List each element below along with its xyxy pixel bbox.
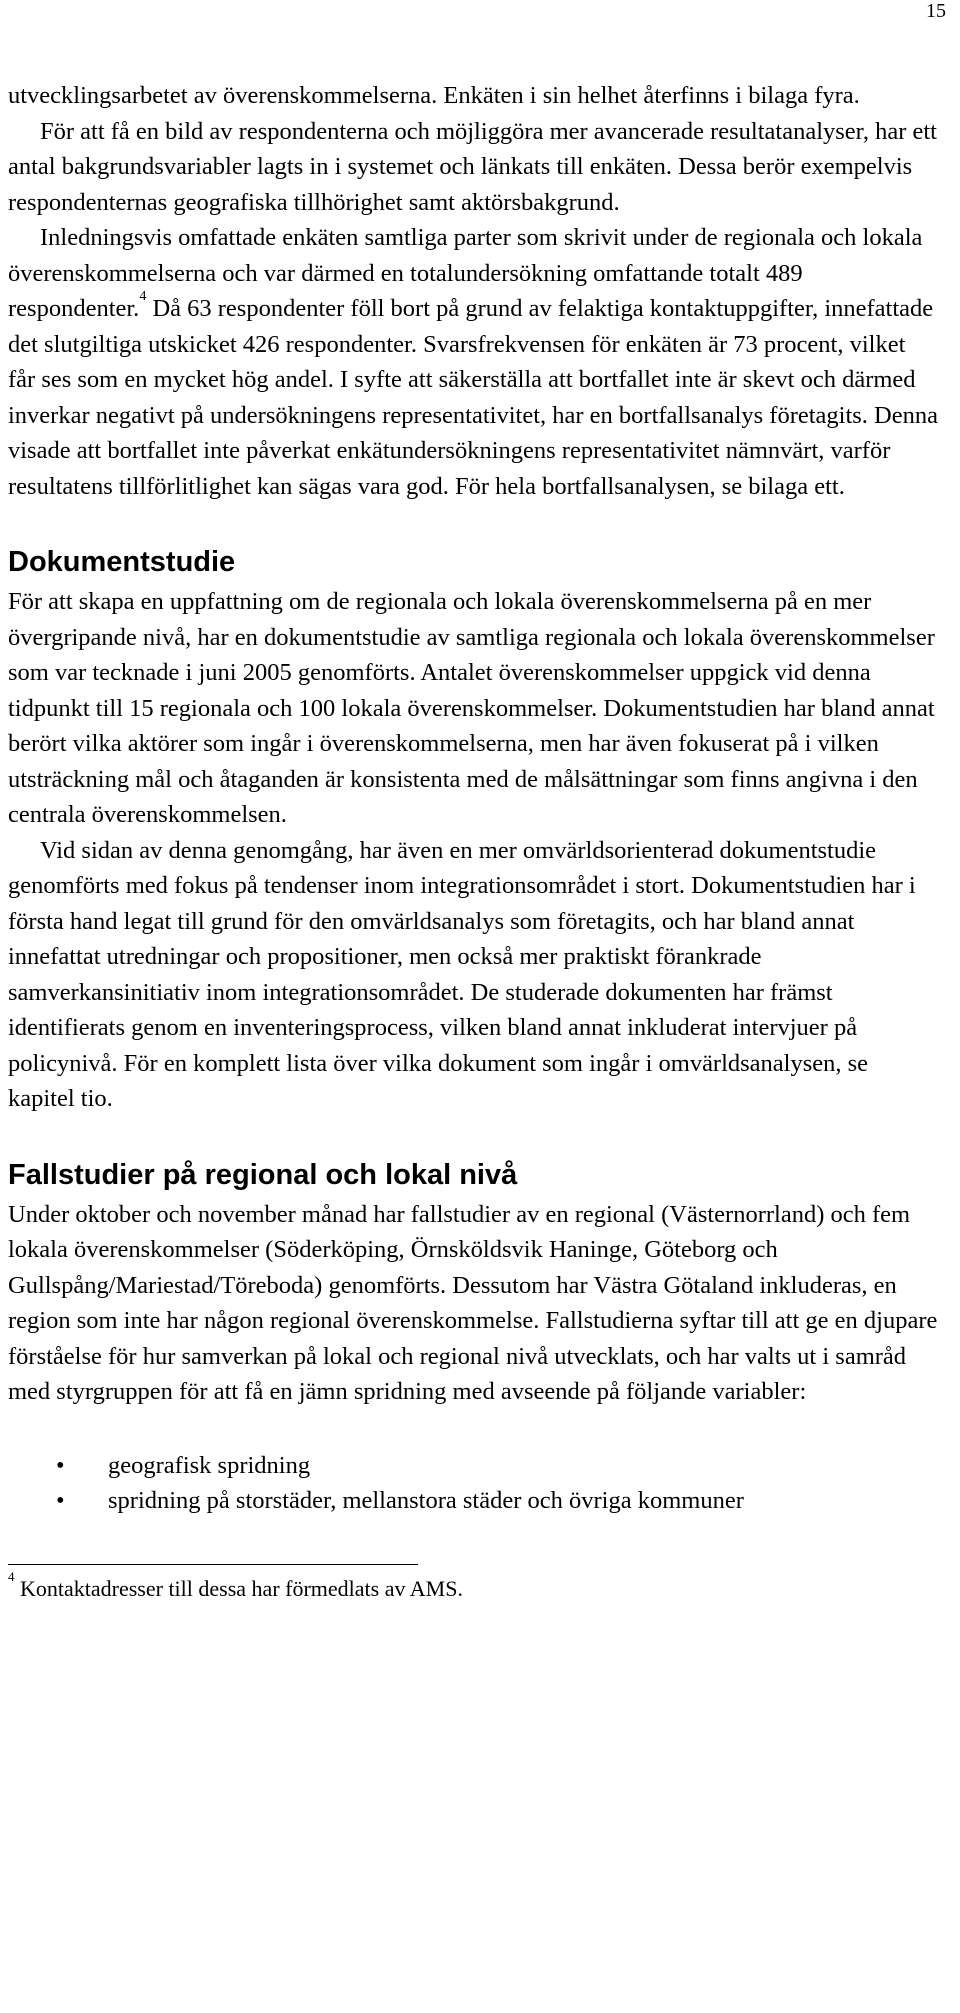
dokumentstudie-paragraph-1: För att skapa en uppfattning om de regionala och lokala överenskommelserna på en mer övergripande nivå, har en dokumentstudie av samtliga regionala och lokala överenskommelser som var tecknade i juni 2005 genomförts. Antalet överenskommelser uppgick vid denna tidpunkt till 15 regionala och 100 lokala överenskommelser. Dokumentstudien har bland annat berört vilka aktörer som ingår i överenskommelserna, men har även fokuserat på i vilken utsträckning mål och åtaganden är konsistenta med de målsättningar som finns angivna i den centrala överenskommelsen. — [8, 588, 935, 828]
footnote-number: 4 — [8, 1568, 15, 1584]
fallstudier-paragraph-1: Under oktober och november månad har fallstudier av en regional (Västernorrland) och fem lokala överenskommelser (Söderköping, Örnsköldsvik Haninge, Göteborg och Gullspång/Mariestad/Töreboda) genomförts. Dessutom har Västra Götaland inkluderas, en region som inte har någon regional överenskommelse. Fallstudierna syftar till att ge en djupare förståelse för hur samverkan på lokal och regional nivå utvecklats, och har valts ut i samråd med styrgruppen för att få en jämn spridning med avseende på följande variabler: — [8, 1200, 938, 1405]
list-item-text: geografisk spridning — [108, 1451, 311, 1479]
footnote-reference: 4 — [139, 289, 147, 304]
intro-paragraph-3-text-a: Inledningsvis omfattade enkäten samtliga parter som skrivit under de regionala och lokala överenskommelserna och var därmed en totalundersökning omfattande totalt 489 respondenter. — [8, 224, 923, 322]
intro-paragraph-2: För att få en bild av respondenterna och möjliggöra mer avancerade resultatanalyser, har ett antal bakgrundsvariabler lagts in i systemet och länkats till enkäten. Dessa berör exempelvis respondenternas geografiska tillhörighet samt aktörsbakgrund. — [8, 117, 937, 216]
list-item — [8, 1483, 938, 1518]
intro-paragraph-1: utvecklingsarbetet av överenskommelserna. Enkäten i sin helhet återfinns i bilaga fyra. — [8, 82, 860, 109]
footnote-divider — [8, 1564, 418, 1565]
dokumentstudie-paragraph-2: Vid sidan av denna genomgång, har även en mer omvärldsorienterad dokumentstudie genomförts med fokus på tendenser inom integrationsområdet i stort. Dokumentstudien har i första hand legat till grund för den omvärldsanalys som företagits, och har bland annat innefattat utredningar och propositioner, men också mer praktiskt förankrade samverkansinitiativ inom integrationsområdet. De studerade dokumenten har främst identifierats genom en inventeringsprocess, vilken bland annat inkluderat intervjuer på policynivå. För en komplett lista över vilka dokument som ingår i omvärldsanalysen, se kapitel tio. — [8, 836, 916, 1112]
footnote-text: Kontaktadresser till dessa har förmedlats av AMS. — [14, 1575, 463, 1601]
section-heading-fallstudier: Fallstudier på regional och lokal nivå — [8, 1158, 518, 1191]
list-item-text: spridning på storstäder, mellanstora städer och övriga kommuner — [108, 1486, 744, 1514]
list-item — [8, 1448, 938, 1483]
footnote — [8, 1568, 938, 1603]
variables-list — [8, 1448, 938, 1518]
intro-paragraph-3 — [8, 220, 938, 504]
section-heading-dokumentstudie: Dokumentstudie — [8, 546, 236, 578]
page-number: 15 — [926, 0, 946, 22]
page-content — [8, 78, 938, 1603]
bullet-icon: • — [56, 1451, 65, 1479]
intro-paragraph-3-text-b: Då 63 respondenter föll bort på grund av felaktiga kontaktuppgifter, innefattade det slutgiltiga utskicket 426 respondenter. Svarsfrekvensen för enkäten är 73 procent, vilket får ses som en mycket hög andel. I syfte att säkerställa att bortfallet inte är skevt och därmed inverkar negativt på undersökningens representativitet, har en bortfallsanalys företagits. Denna visade att bortfallet inte påverkat enkätundersökningens representativitet nämnvärt, varför resultatens tillförlitlighet kan sägas vara god. För hela bortfallsanalysen, se bilaga ett. — [8, 295, 938, 500]
bullet-icon: • — [56, 1486, 65, 1514]
